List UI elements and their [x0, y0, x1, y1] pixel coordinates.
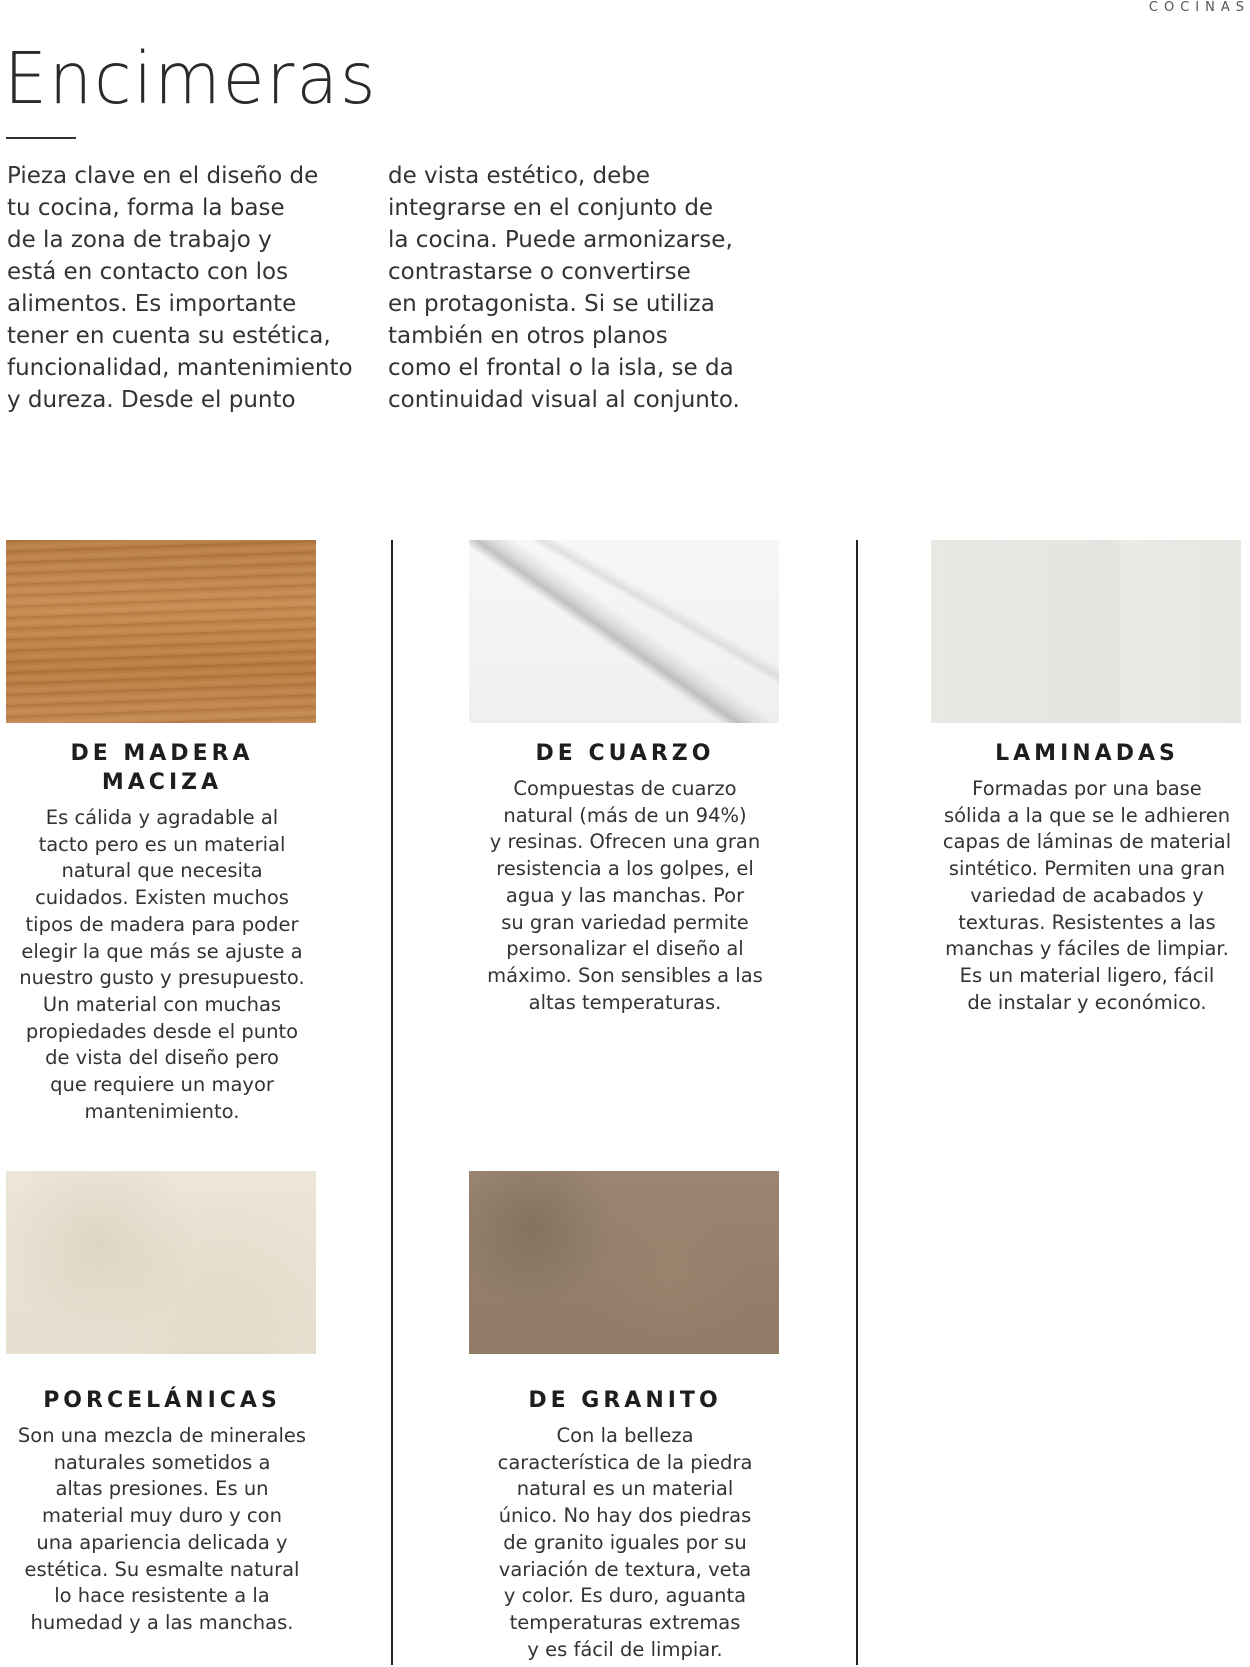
card-description: Es cálida y agradable al tacto pero es un material natural que necesita cuidados. Existen muchos tipos de madera para poder elegir la que más se ajuste a nuestro gusto y presupuesto. Un material con muchas propiedades desde el punto de vista del diseño pero que requiere un mayor mantenimiento. [19, 806, 305, 1123]
granite-swatch-image [469, 1171, 779, 1354]
card-heading: PORCELÁNICAS [43, 1388, 281, 1413]
card-description: Con la belleza característica de la piedra natural es un material único. No hay dos piedras de granito iguales por su variación de textura, veta y color. Es duro, aguanta temperaturas extremas y es fácil de limpiar. [497, 1424, 753, 1661]
laminate-swatch-image [931, 540, 1241, 723]
card-heading: DE GRANITO [528, 1388, 722, 1413]
card-description: Son una mezcla de minerales naturales sometidos a altas presiones. Es un material muy duro y con una apariencia delicada y estética. Su esmalte natural lo hace resistente a la humedad y a las manchas. [17, 1424, 307, 1634]
wood-swatch-image [6, 540, 316, 723]
intro-text-column-2: de vista estético, debe integrarse en el conjunto de la cocina. Puede armonizarse, contrastarse o convertirse en protagonista. Si se utiliza también en otros planos como el frontal o la isla, se da continuidad visual al conjunto. [388, 163, 740, 413]
card-description: Compuestas de cuarzo natural (más de un 94%) y resinas. Ofrecen una gran resistencia a los golpes, el agua y las manchas. Por su gran variedad permite personalizar el diseño al máximo. Son sensibles a las altas temperaturas. [487, 777, 763, 1014]
card-heading: DE MADERA MACIZA [70, 741, 254, 795]
card-cuarzo [469, 540, 781, 1016]
section-label: COCINAS [1148, 0, 1250, 15]
card-heading: DE CUARZO [535, 741, 715, 766]
card-laminadas [931, 540, 1243, 1016]
card-granito [469, 1171, 781, 1663]
intro-text-column-1: Pieza clave en el diseño de tu cocina, forma la base de la zona de trabajo y está en contacto con los alimentos. Es importante tener en cuenta su estética, funcionalidad, mantenimiento y dureza. Desde el punto [7, 163, 353, 413]
title-divider [6, 137, 76, 139]
porcelain-swatch-image [6, 1171, 316, 1354]
card-porcelanicas [6, 1171, 318, 1637]
card-madera-maciza [6, 540, 318, 1125]
column-divider-right [856, 540, 858, 1665]
column-divider-left [391, 540, 393, 1665]
card-description: Formadas por una base sólida a la que se le adhieren capas de láminas de material sintético. Permiten una gran variedad de acabados y texturas. Resistentes a las manchas y fáciles de limpiar. Es un material ligero, fácil de instalar y económico. [942, 777, 1232, 1014]
page-title: Encimeras [4, 38, 378, 121]
card-heading: LAMINADAS [995, 741, 1179, 766]
quartz-swatch-image [469, 540, 779, 723]
